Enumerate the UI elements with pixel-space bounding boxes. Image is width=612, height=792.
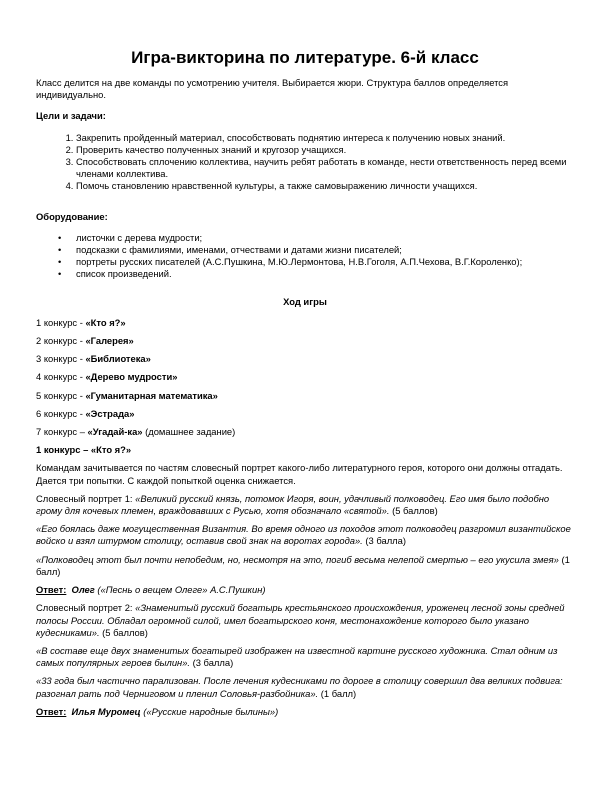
contest-line: 1 конкурс - «Кто я?» [36,316,126,328]
list-item: 1. Закрепить пройденный материал, способствовать поднятию интереса к получению новых знаний. [76,132,574,144]
contest-line: 2 конкурс - «Галерея» [36,335,134,347]
goals-list [36,132,574,193]
portrait1-answer: Ответ: Олег («Песнь о вещем Олеге» А.С.Пушкин) [36,584,266,596]
portrait1-part1: Словесный портрет 1: «Великий русский князь, потомок Игоря, воин, удачливый полководец. Его имя было подобно грому для кочевых племен, враждовавших с Русью, хотя обозначало «святой». (5 баллов) [36,492,550,517]
goals-heading: Цели и задачи: [36,110,106,122]
intro-paragraph: Класс делится на две команды по усмотрению учителя. Выбирается жюри. Структура баллов определяется индивидуально. [36,77,509,101]
list-item: 4. Помочь становлению нравственной культуры, а также самовыражению личности учащихся. [76,180,574,192]
contest1-heading: 1 конкурс – «Кто я?» [36,444,132,456]
list-item: 2. Проверить качество полученных знаний и кругозор учащихся. [76,144,574,156]
page-title: Игра-викторина по литературе. 6-й класс [131,48,479,67]
list-item: • портреты русских писателей (А.С.Пушкина, М.Ю.Лермонтова, Н.В.Гоголя, А.П.Чехова, В.Г.Короленко); [76,256,574,268]
portrait2-part1: Словесный портрет 2: «Знаменитый русский богатырь крестьянского происхождения, уроженец лесной зоны средней полосы России. Обладал огромной силой, имел богатырского коня, местонахождение которого было указано кудесниками». (5 баллов) [36,602,565,638]
portrait1-part3: «Полководец этот был почти непобедим, но, несмотря на это, погиб весьма нелепой смертью – его укусила змея» (1 балл) [36,553,570,577]
game-heading: Ход игры [283,295,327,307]
contest1-description: Командам зачитывается по частям словесный портрет какого-либо литературного героя, которого они должны отгадать. Дается три попытки. С каждой попыткой оценка снижается. [36,462,563,486]
contest-line: 4 конкурс - «Дерево мудрости» [36,371,178,383]
list-item: • листочки с дерева мудрости; [76,232,574,244]
portrait2-answer: Ответ: Илья Муромец («Русские народные былины») [36,705,279,717]
portrait2-part3: «33 года был частично парализован. После лечения кудесниками по дороге в столицу совершил два великих подвига: разогнал рать под Черниговом и пленил Соловья-разбойника». (1 балл) [36,675,563,699]
equipment-list [36,232,574,281]
list-item: • список произведений. [76,268,574,280]
portrait2-part2: «В составе еще двух знаменитых богатырей изображен на известной картине русского художника. Стал одним из самых популярных героев былин». (3 балла) [36,644,558,669]
list-item: 3. Способствовать сплочению коллектива, научить ребят работать в команде, нести ответственность перед всеми членами коллектива. [76,156,574,180]
list-item: • подсказки с фамилиями, именами, отчествами и датами жизни писателей; [76,244,574,256]
contest-line: 3 конкурс - «Библиотека» [36,353,151,365]
contest-line: 5 конкурс - «Гуманитарная математика» [36,389,218,401]
contest-line: 7 конкурс – «Угадай-ка» (домашнее задание) [36,426,236,438]
equipment-heading: Оборудование: [36,210,108,222]
portrait1-part2: «Его боялась даже могущественная Византия. Во время одного из походов этот полководец разгромил византийское войско и взял штурмом столицу, оставив свой знак на воротах города». (3 балла) [36,523,571,547]
contest-line: 6 конкурс - «Эстрада» [36,407,135,419]
